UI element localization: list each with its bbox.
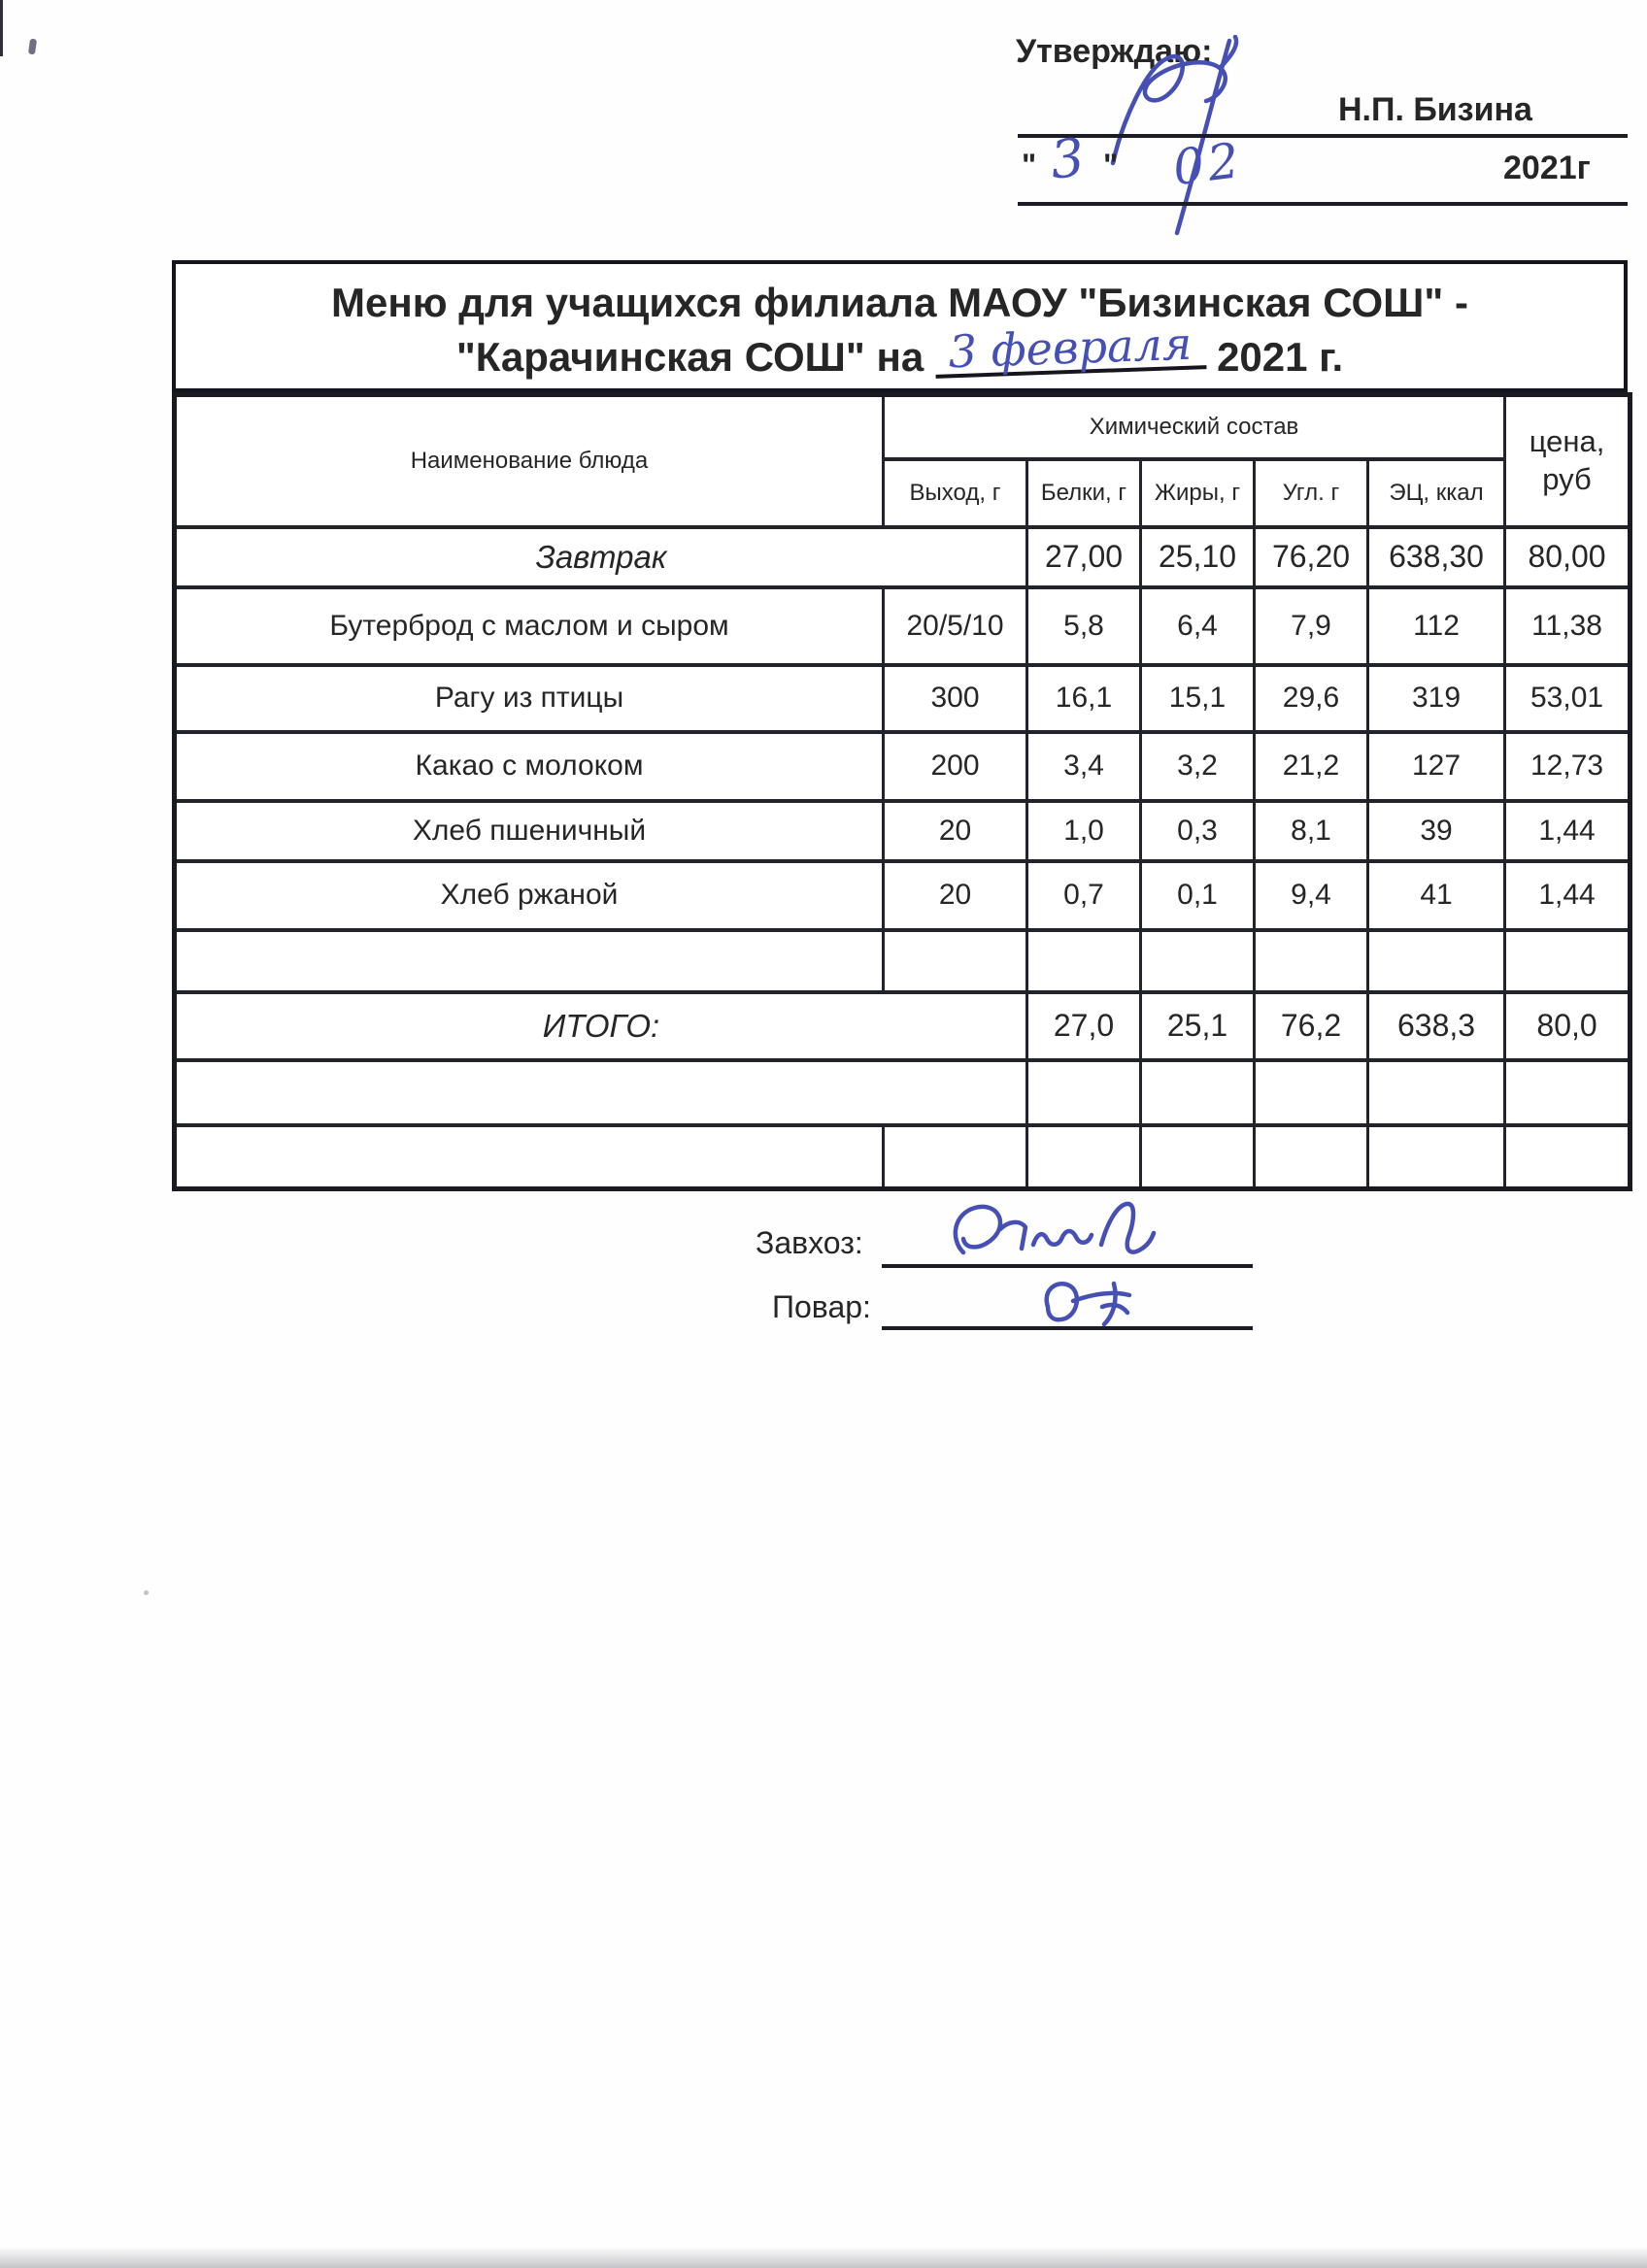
- meal-protein: 27,00: [1027, 527, 1141, 587]
- povar-signature: [1005, 1274, 1170, 1332]
- empty-cell: [175, 1060, 1027, 1125]
- empty-cell: [175, 930, 884, 992]
- meal-section-label: Завтрак: [175, 527, 1027, 587]
- empty-cell: [175, 1125, 884, 1189]
- scan-edge-artifact: [0, 0, 3, 56]
- column-header-price: [1505, 395, 1630, 527]
- approval-year: 2021г: [1503, 150, 1591, 186]
- empty-cell: [1255, 1125, 1368, 1189]
- approval-label: Утверждаю:: [1016, 33, 1213, 70]
- approval-signature-line: [1018, 134, 1628, 138]
- date-quote-close: ": [1103, 148, 1119, 183]
- dish-carbs: 21,2: [1255, 732, 1368, 801]
- empty-cell: [1368, 930, 1505, 992]
- total-protein: 27,0: [1027, 992, 1141, 1060]
- dish-price: 11,38: [1505, 587, 1630, 665]
- dish-output: 20/5/10: [884, 587, 1027, 665]
- column-header-carbs: Угл. г: [1255, 459, 1368, 527]
- empty-cell: [884, 930, 1027, 992]
- dish-energy: 127: [1368, 732, 1505, 801]
- dish-row: [175, 801, 1630, 861]
- column-header-chemical-group: Химический состав: [884, 395, 1505, 459]
- dish-row: [175, 732, 1630, 801]
- empty-cell: [1255, 1060, 1368, 1125]
- meal-section-row: [175, 527, 1630, 587]
- total-fat: 25,1: [1141, 992, 1255, 1060]
- dish-price: 53,01: [1505, 665, 1630, 732]
- dish-energy: 39: [1368, 801, 1505, 861]
- total-energy: 638,3: [1368, 992, 1505, 1060]
- dish-fat: 0,1: [1141, 861, 1255, 930]
- dish-carbs: 7,9: [1255, 587, 1368, 665]
- dish-price: 1,44: [1505, 861, 1630, 930]
- dish-protein: 0,7: [1027, 861, 1141, 930]
- dish-output: 300: [884, 665, 1027, 732]
- empty-cell: [1505, 1125, 1630, 1189]
- scan-speck: [28, 39, 37, 55]
- empty-cell: [1368, 1125, 1505, 1189]
- empty-cell: [1141, 930, 1255, 992]
- menu-title-line1: Меню для учащихся филиала МАОУ "Бизинская СОШ" -: [331, 280, 1468, 325]
- menu-table: [172, 392, 1632, 1191]
- dish-energy: 41: [1368, 861, 1505, 930]
- empty-cell: [1255, 930, 1368, 992]
- empty-cell: [1141, 1060, 1255, 1125]
- menu-title-box: [172, 260, 1628, 392]
- total-price: 80,0: [1505, 992, 1630, 1060]
- column-header-protein: Белки, г: [1027, 459, 1141, 527]
- empty-cell: [1368, 1060, 1505, 1125]
- dish-row: [175, 861, 1630, 930]
- empty-cell: [884, 1125, 1027, 1189]
- empty-cell: [1027, 1060, 1141, 1125]
- dish-name: Рагу из птицы: [175, 665, 884, 732]
- empty-cell: [1027, 1125, 1141, 1189]
- column-header-fat: Жиры, г: [1141, 459, 1255, 527]
- dish-fat: 3,2: [1141, 732, 1255, 801]
- dish-fat: 0,3: [1141, 801, 1255, 861]
- dish-carbs: 9,4: [1255, 861, 1368, 930]
- price-header-line1: цена,: [1529, 424, 1605, 458]
- approval-director-name: Н.П. Бизина: [1338, 91, 1532, 128]
- dish-protein: 3,4: [1027, 732, 1141, 801]
- dish-output: 200: [884, 732, 1027, 801]
- povar-label: Повар:: [772, 1289, 871, 1324]
- empty-row: [175, 1060, 1630, 1125]
- dish-protein: 16,1: [1027, 665, 1141, 732]
- menu-title-line2: [176, 317, 1624, 384]
- menu-title-line2-suffix: 2021 г.: [1217, 333, 1344, 380]
- scan-bottom-shadow: [0, 2247, 1647, 2268]
- column-header-output: Выход, г: [884, 459, 1027, 527]
- table-header-row-1: [175, 395, 1630, 459]
- menu-title-line2-prefix: "Карачинская СОШ" на: [455, 333, 924, 380]
- dish-price: 12,73: [1505, 732, 1630, 801]
- dish-row: [175, 587, 1630, 665]
- price-header-line2: руб: [1542, 461, 1592, 496]
- handwritten-menu-date: 3 февраля: [934, 320, 1206, 379]
- empty-row: [175, 1125, 1630, 1189]
- meal-carbs: 76,20: [1255, 527, 1368, 587]
- dish-carbs: 8,1: [1255, 801, 1368, 861]
- handwritten-month: 02: [1169, 131, 1246, 197]
- empty-cell: [1027, 930, 1141, 992]
- dish-energy: 112: [1368, 587, 1505, 665]
- total-carbs: 76,2: [1255, 992, 1368, 1060]
- zavhoz-signature: [924, 1196, 1216, 1274]
- handwritten-day: 3: [1047, 126, 1088, 191]
- meal-fat: 25,10: [1141, 527, 1255, 587]
- dish-name: Какао с молоком: [175, 732, 884, 801]
- dish-protein: 1,0: [1027, 801, 1141, 861]
- zavhoz-label: Завхоз:: [756, 1225, 863, 1260]
- dish-fat: 6,4: [1141, 587, 1255, 665]
- empty-row: [175, 930, 1630, 992]
- dish-name: Хлеб ржаной: [175, 861, 884, 930]
- total-row: [175, 992, 1630, 1060]
- column-header-dish: Наименование блюда: [175, 395, 884, 527]
- total-label: ИТОГО:: [175, 992, 1027, 1060]
- meal-energy: 638,30: [1368, 527, 1505, 587]
- column-header-energy: ЭЦ, ккал: [1368, 459, 1505, 527]
- scan-dot: [144, 1590, 149, 1595]
- dish-fat: 15,1: [1141, 665, 1255, 732]
- dish-name: Хлеб пшеничный: [175, 801, 884, 861]
- dish-name: Бутерброд с маслом и сыром: [175, 587, 884, 665]
- dish-energy: 319: [1368, 665, 1505, 732]
- dish-output: 20: [884, 801, 1027, 861]
- dish-price: 1,44: [1505, 801, 1630, 861]
- dish-output: 20: [884, 861, 1027, 930]
- dish-protein: 5,8: [1027, 587, 1141, 665]
- empty-cell: [1141, 1125, 1255, 1189]
- dish-row: [175, 665, 1630, 732]
- empty-cell: [1505, 930, 1630, 992]
- meal-price: 80,00: [1505, 527, 1630, 587]
- approval-date-line: [1018, 202, 1628, 206]
- date-quote-open: ": [1022, 148, 1037, 183]
- empty-cell: [1505, 1060, 1630, 1125]
- dish-carbs: 29,6: [1255, 665, 1368, 732]
